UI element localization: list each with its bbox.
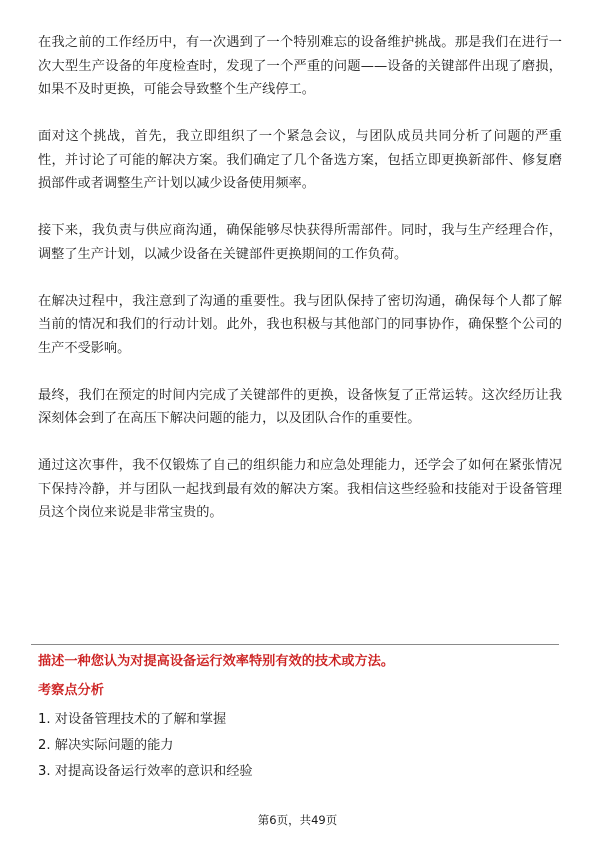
paragraph-5: 最终，我们在预定的时间内完成了关键部件的更换，设备恢复了正常运转。这次经历让我深刻体会到了在高压下解决问题的能力，以及团队合作的重要性。 [38,387,562,426]
analysis-points-list [38,707,562,785]
list-item: 1. 对设备管理技术的了解和掌握 [38,712,227,727]
list-item: 2. 解决实际问题的能力 [38,738,174,753]
paragraph-gap [38,431,562,455]
answer-body [38,31,562,525]
paragraph-1: 在我之前的工作经历中，有一次遇到了一个特别难忘的设备维护挑战。那是我们在进行一次大型生产设备的年度检查时，发现了一个严重的问题——设备的关键部件出现了磨损，如果不及时更换，可能会导致整个生产线停工。 [38,35,562,97]
paragraph-6: 通过这次事件，我不仅锻炼了自己的组织能力和应急处理能力，还学会了如何在紧张情况下保持冷静，并与团队一起找到最有效的解决方案。我相信这些经验和技能对于设备管理员这个岗位来说是非常宝贵的。 [38,458,562,520]
paragraph-gap [38,360,562,384]
paragraph-4: 在解决过程中，我注意到了沟通的重要性。我与团队保持了密切沟通，确保每个人都了解当前的情况和我们的行动计划。此外，我也积极与其他部门的同事协作，确保整个公司的生产不受影响。 [38,293,562,356]
page-number: 第6页，共49页 [257,813,338,827]
paragraph-gap [38,196,562,220]
paragraph-3: 接下来，我负责与供应商沟通，确保能够尽快获得所需部件。同时，我与生产经理合作，调整了生产计划，以减少设备在关键部件更换期间的工作负荷。 [38,223,562,262]
paragraph-gap [38,266,562,290]
paragraph-2: 面对这个挑战，首先，我立即组织了一个紧急会议，与团队成员共同分析了问题的严重性，并讨论了可能的解决方案。我们确定了几个备选方案，包括立即更换新部件、修复磨损部件或者调整生产计划以减少设备使用频率。 [38,129,562,191]
list-item: 3. 对提高设备运行效率的意识和经验 [38,764,253,779]
section-divider [31,644,559,645]
question-heading: 描述一种您认为对提高设备运行效率特别有效的技术或方法。 [38,654,395,669]
paragraph-gap [38,102,562,126]
analysis-title: 考察点分析 [38,683,104,698]
